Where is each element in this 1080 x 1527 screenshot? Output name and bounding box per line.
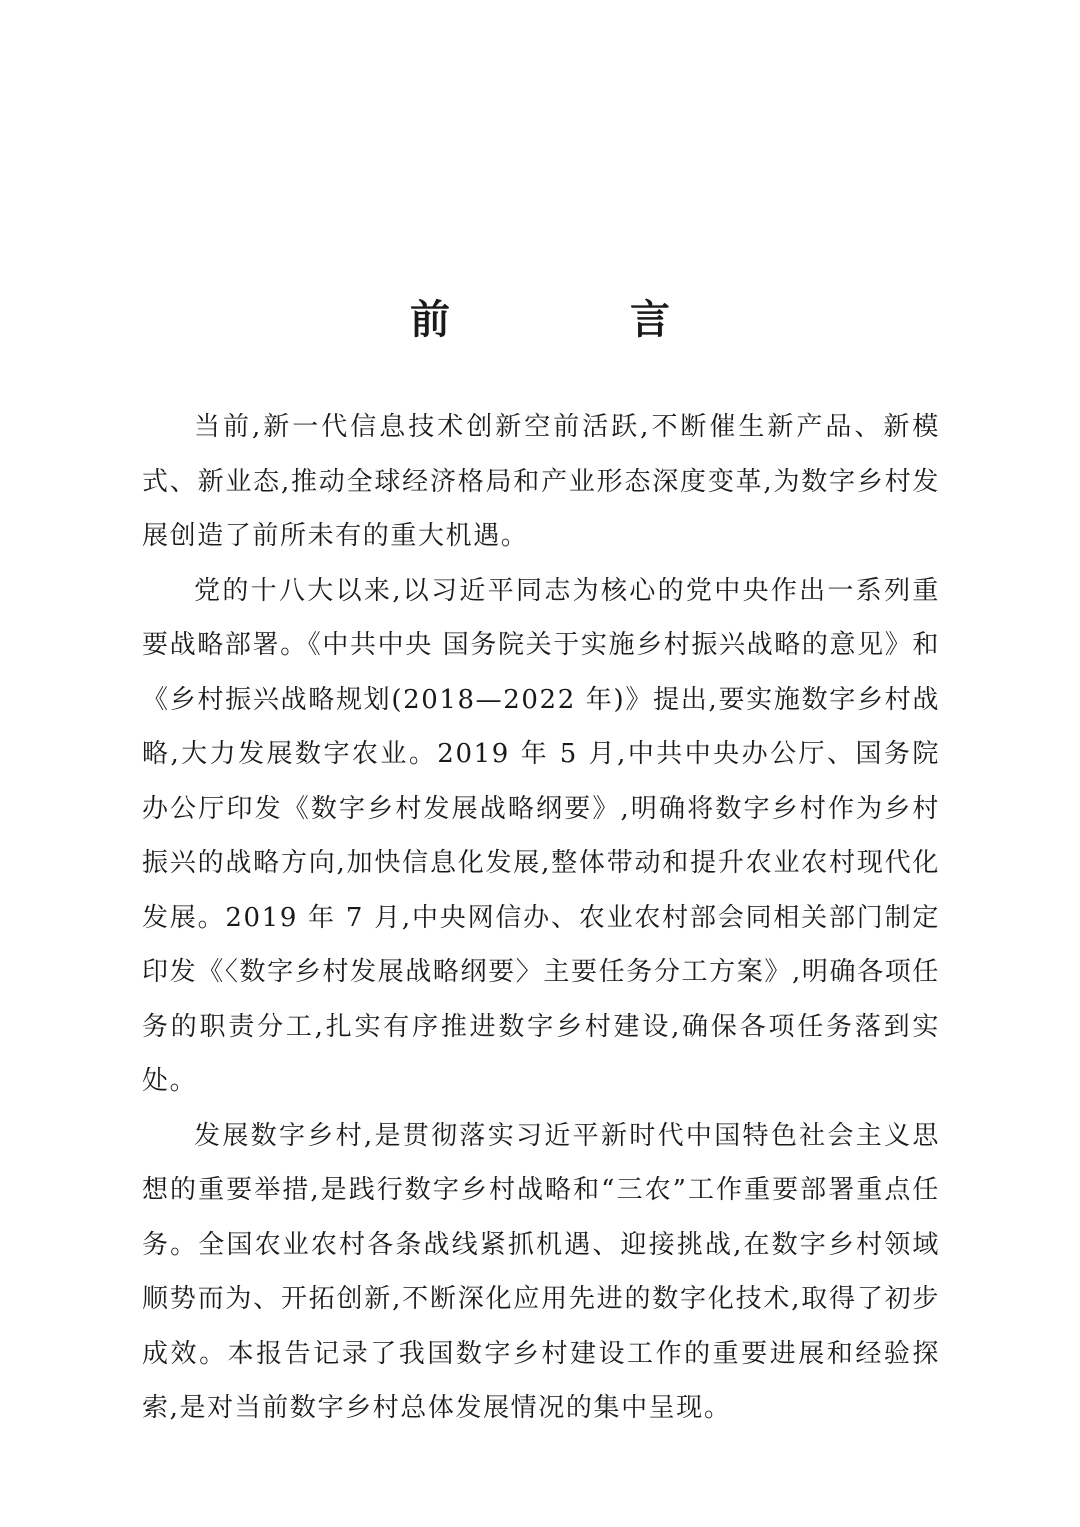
paragraph-3: 发展数字乡村,是贯彻落实习近平新时代中国特色社会主义思想的重要举措,是践行数字乡村战略和“三农”工作重要部署重点任务。全国农业农村各条战线紧抓机遇、迎接挑战,在数字乡村领域顺势而为、开拓创新,不断深化应用先进的数字化技术,取得了初步成效。本报告记录了我国数字乡村建设工作的重要进展和经验探索,是对当前数字乡村总体发展情况的集中呈现。: [142, 1120, 940, 1423]
paragraph-2: 党的十八大以来,以习近平同志为核心的党中央作出一系列重要战略部署。《中共中央 国务院关于实施乡村振兴战略的意见》和《乡村振兴战略规划(2018—2022 年)》提出,要实施数字乡村战略,大力发展数字农业。2019 年 5 月,中共中央办公厅、国务院办公厅印发《数字乡村发展战略纲要》,明确将数字乡村作为乡村振兴的战略方向,加快信息化发展,整体带动和提升农业农村现代化发展。2019 年 7 月,中央网信办、农业农村部会同相关部门制定印发《〈数字乡村发展战略纲要〉主要任务分工方案》,明确各项任务的职责分工,扎实有序推进数字乡村建设,确保各项任务落到实处。: [142, 575, 940, 1096]
body-text: [142, 400, 940, 1436]
paragraph-1: 当前,新一代信息技术创新空前活跃,不断催生新产品、新模式、新业态,推动全球经济格局和产业形态深度变革,为数字乡村发展创造了前所未有的重大机遇。: [142, 412, 940, 551]
page-title: 前 言: [410, 296, 740, 343]
